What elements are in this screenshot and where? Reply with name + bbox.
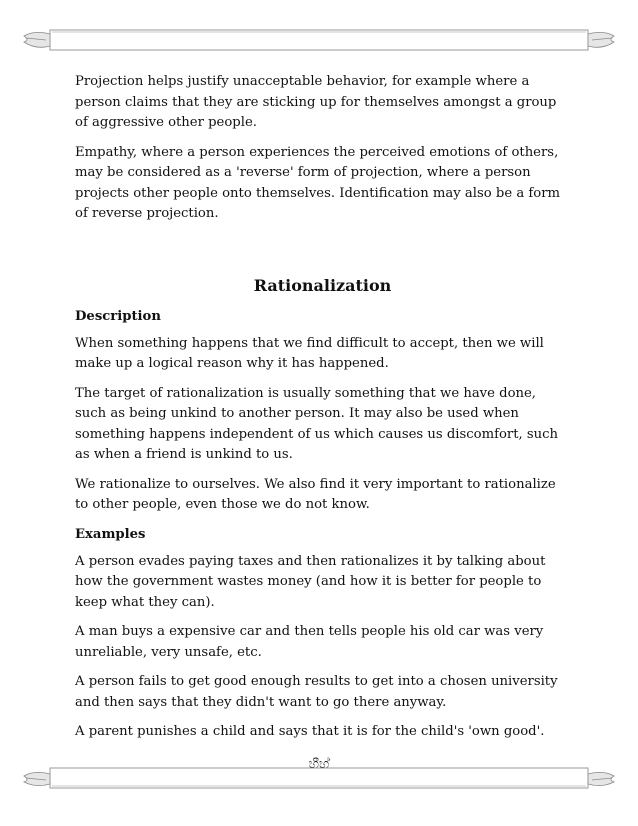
left-flourish-icon — [24, 32, 50, 47]
right-flourish-icon — [588, 772, 614, 785]
paragraph: A parent punishes a child and says that it is for the child's 'own good'. — [75, 724, 545, 739]
paragraph: The target of rationalization is usually something that we have done, such as being unkind to another person. It may also be used when something happens independent of us which causes us discomfort, such as when a friend is unkind to us. — [75, 385, 559, 462]
description-heading: Description — [75, 308, 161, 324]
paragraph: A person fails to get good enough results to get into a chosen university and then says that they didn't want to go there anyway. — [75, 674, 558, 710]
paragraph: We rationalize to ourselves. We also find it very important to rationalize to other people, even those we do not know. — [75, 476, 556, 512]
paragraph: A person evades paying taxes and then rationalizes it by talking about how the government wastes money (and how it is better for people to keep what they can). — [75, 553, 546, 610]
paragraph: A man buys a expensive car and then tells people his old car was very unreliable, very unsafe, etc. — [75, 624, 544, 660]
right-flourish-icon — [588, 32, 614, 47]
top-page-border — [0, 22, 638, 56]
paragraph: Projection helps justify unacceptable behavior, for example where a person claims that they are sticking up for themselves amongst a group of aggressive other people. — [75, 74, 557, 130]
left-flourish-icon — [24, 772, 50, 785]
page-number: හීහ් — [308, 757, 330, 772]
paragraph: When something happens that we find difficult to accept, then we will make up a logical reason why it has happened. — [75, 335, 544, 371]
section-title: Rationalization — [253, 275, 392, 295]
paragraph: Empathy, where a person experiences the perceived emotions of others, may be considered as a 'reverse' form of projection, where a person projects other people onto themselves. Identification may also be a form of reverse projection. — [75, 144, 561, 221]
page-content — [75, 72, 570, 752]
examples-heading: Examples — [75, 526, 146, 542]
bottom-page-border — [0, 762, 638, 796]
